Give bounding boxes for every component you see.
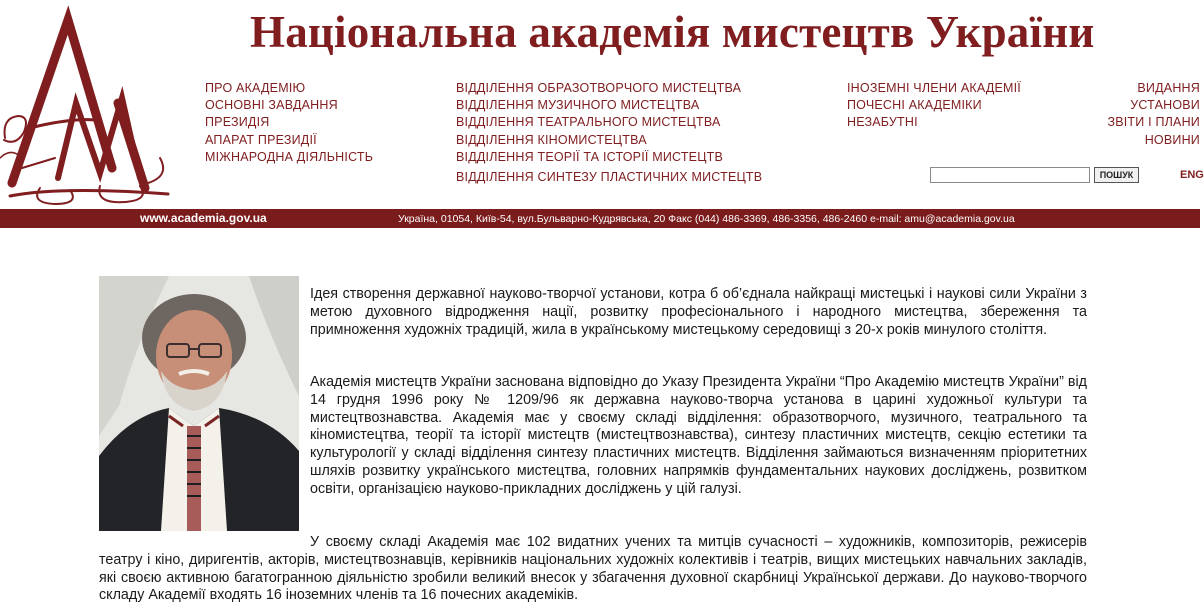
nav-link-presidium-staff[interactable]: АПАРАТ ПРЕЗИДІЇ bbox=[205, 132, 317, 147]
nav-link-presidium[interactable]: ПРЕЗИДІЯ bbox=[205, 115, 270, 130]
article-paragraph-1: Ідея створення державної науково-творчої установи, котра б об’єднала найкращі мистецькі і наукові сили України з метою духовного відродження нації, розвитку професіонального і народного мистецтва, збереження та примноження художніх традицій, жила в українському мистецькому середовищі з 20-х років минулого століття. bbox=[310, 286, 1087, 338]
page-title: Національна академія мистецтв України bbox=[250, 7, 1095, 57]
search-button[interactable]: ПОШУК bbox=[1094, 167, 1139, 183]
portrait-image bbox=[99, 276, 299, 531]
nav-column-members bbox=[847, 80, 1021, 132]
contact-address: Україна, 01054, Київ-54, вул.Бульварно-Кудрявська, 20 Факс (044) 486-3369, 486-3356, 486-2460 e-mail: amu@academia.gov.ua bbox=[398, 213, 1015, 225]
nav-link-dept-theory-history[interactable]: ВІДДІЛЕННЯ ТЕОРІЇ ТА ІСТОРІЇ МИСТЕЦТВ bbox=[456, 149, 724, 164]
nav-column-about bbox=[205, 80, 373, 166]
nav-link-dept-fine-arts[interactable]: ВІДДІЛЕННЯ ОБРАЗОТВОРЧОГО МИСТЕЦТВА bbox=[456, 81, 742, 95]
president-portrait bbox=[99, 276, 299, 531]
nav-link-foreign-members[interactable]: ІНОЗЕМНІ ЧЛЕНИ АКАДЕМІЇ bbox=[847, 81, 1021, 95]
nav-link-news[interactable]: НОВИНИ bbox=[1144, 132, 1200, 147]
nav-column-publications bbox=[1107, 80, 1200, 149]
academy-monogram-icon bbox=[0, 8, 175, 208]
site-url[interactable]: www.academia.gov.ua bbox=[140, 211, 267, 225]
nav-link-dept-cinema[interactable]: ВІДДІЛЕННЯ КІНОМИСТЕЦТВА bbox=[456, 132, 647, 147]
nav-link-publications[interactable]: ВИДАННЯ bbox=[1137, 81, 1200, 95]
nav-link-about[interactable]: ПРО АКАДЕМІЮ bbox=[205, 81, 306, 95]
article-paragraph-3: У своєму складі Академія має 102 видатних учених та митців сучасності – художників, композиторів, режисерів театру і кіно, диригентів, акторів, мистецтвознавців, керівників національних художніх колективів і театрів, вищих мистецьких навчальних закладів, які своєю активною багатогранною діяльністю зробили великий внесок у збагачення духовної скарбниці Української держави. До науково-творчого складу Академії входять 16 іноземних членів та 16 почесних академіків. bbox=[99, 534, 1087, 604]
academy-logo[interactable] bbox=[0, 8, 175, 208]
language-switch-link[interactable]: ENG bbox=[1180, 169, 1204, 181]
nav-link-international[interactable]: МІЖНАРОДНА ДІЯЛЬНІСТЬ bbox=[205, 149, 374, 164]
search-input[interactable] bbox=[930, 167, 1090, 183]
nav-link-memorial[interactable]: НЕЗАБУТНІ bbox=[847, 115, 918, 130]
nav-link-honorary-academicians[interactable]: ПОЧЕСНІ АКАДЕМІКИ bbox=[847, 98, 982, 113]
nav-link-institutions[interactable]: УСТАНОВИ bbox=[1130, 98, 1200, 113]
nav-column-departments bbox=[456, 80, 762, 186]
nav-link-reports-plans[interactable]: ЗВІТИ І ПЛАНИ bbox=[1107, 115, 1200, 130]
nav-link-dept-plastic-arts[interactable]: ВІДДІЛЕННЯ СИНТЕЗУ ПЛАСТИЧНИХ МИСТЕЦТВ bbox=[456, 170, 763, 185]
article-paragraph-2: Академія мистецтв України заснована відповідно до Указу Президента України “Про Академію мистецтв України” від 14 грудня 1996 року № 1209/96 як державна науково-творча установа в царині художньої культури та мистецтвознавства. Академія має у своєму складі відділення: образотворчого, музичного, театрального та кіномистецтва, теорії та історії мистецтв (мистецтвознавства), синтезу пластичних мистецтв, секцію естетики та культурології у складі відділення синтезу пластичних мистецтв. Відділення займаються визначенням пріоритетних шляхів розвитку українського мистецтва, головних напрямків фундаментальних наукових досліджень, розвитком освіти, організацією науково-прикладних досліджень у цій галузі. bbox=[310, 374, 1087, 497]
nav-link-dept-theatre[interactable]: ВІДДІЛЕННЯ ТЕАТРАЛЬНОГО МИСТЕЦТВА bbox=[456, 115, 721, 130]
nav-link-main-tasks[interactable]: ОСНОВНІ ЗАВДАННЯ bbox=[205, 98, 338, 113]
nav-link-dept-music[interactable]: ВІДДІЛЕННЯ МУЗИЧНОГО МИСТЕЦТВА bbox=[456, 98, 700, 113]
